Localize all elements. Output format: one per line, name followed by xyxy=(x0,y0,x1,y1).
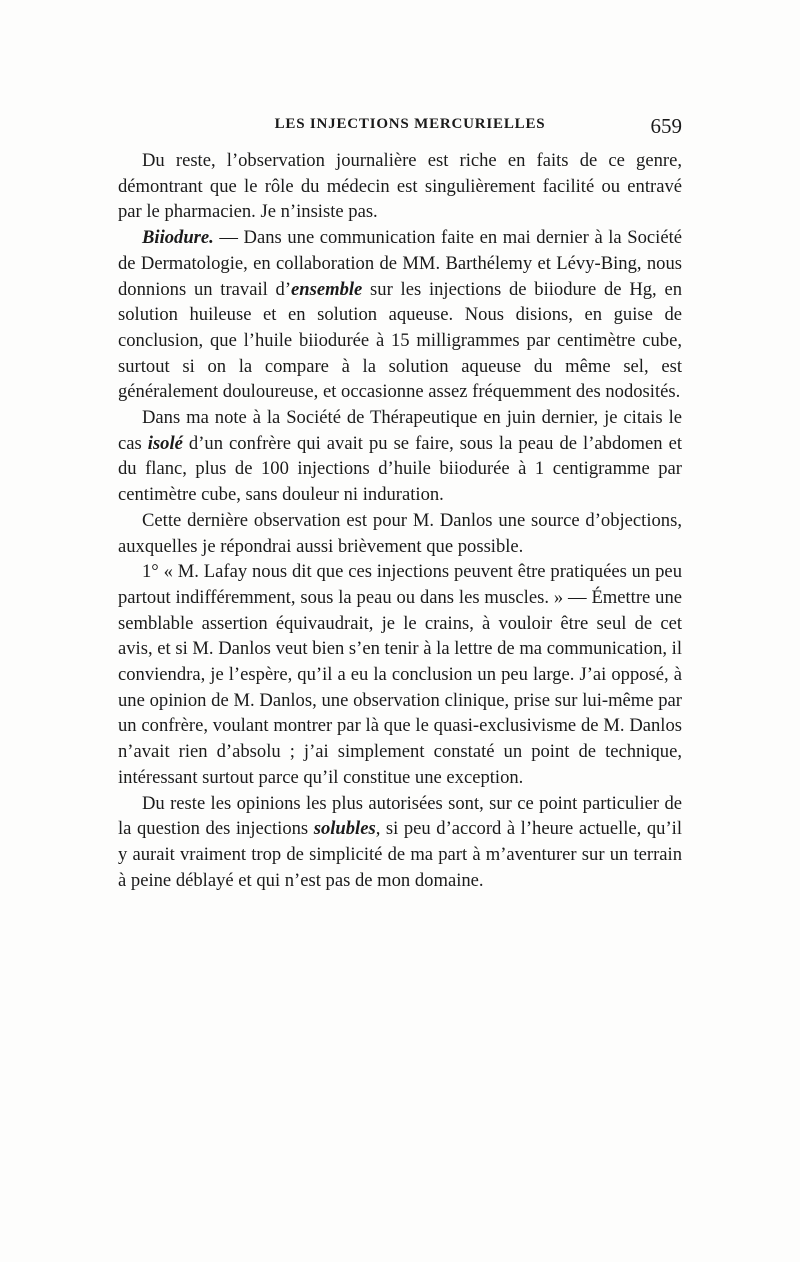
page-header xyxy=(138,116,682,138)
paragraph-6 xyxy=(118,791,682,894)
body-text xyxy=(118,148,682,893)
paragraph-6-text-a: Du reste les opinions les plus autorisées sont, sur ce point particulier de la question des injections xyxy=(118,792,682,840)
paragraph-5 xyxy=(118,559,682,790)
paragraph-4-text: Cette dernière observation est pour M. Danlos une source d’objections, auxquelles je répondrai aussi brièvement que possible. xyxy=(118,509,682,557)
paragraph-3-text-a: Dans ma note à la Société de Thérapeutique en juin dernier, je citais le cas xyxy=(118,407,682,454)
paragraph-4 xyxy=(118,508,682,559)
paragraph-5-text: 1° « M. Lafay nous dit que ces injections peuvent être pratiquées un peu partout indifféremment, sous la peau ou dans les muscles. » — Émettre une semblable assertion équivaudrait, je le crains, à vouloir être seul de cet avis, et si M. Danlos veut bien s’en tenir à la lettre de ma communication, il conviendra, je l’espère, qu’il a eu la conclusion un peu large. J’ai opposé, à une opinion de M. Danlos, une observation clinique, prise sur lui-même par un confrère, voulant montrer par là que le quasi-exclusivisme de M. Danlos n’avait rien d’absolu ; j’ai simplement constaté un point de technique, intéressant surtout parce qu’il constitue une exception. xyxy=(118,561,682,788)
paragraph-2-text-a: — Dans une communication faite en mai dernier à la Société de Dermatologie, en collaboration de MM. Barthélemy et Lévy-Bing, nous donnions un travail d’ xyxy=(118,227,682,300)
running-title: LES INJECTIONS MERCURIELLES xyxy=(274,116,546,132)
emphasis-solubles: solubles xyxy=(313,818,376,840)
paragraph-3 xyxy=(118,405,682,508)
paragraph-1 xyxy=(118,148,682,225)
emphasis-ensemble: ensemble xyxy=(291,278,363,300)
paragraph-3-text-b: d’un confrère qui avait pu se faire, sous la peau de l’abdomen et du flanc, plus de 100 injections d’huile biiodurée à 1 centigramme par centimètre cube, sans douleur ni induration. xyxy=(118,432,683,506)
emphasis-isole: isolé xyxy=(147,432,183,454)
paragraph-2 xyxy=(118,225,682,405)
paragraph-2-text-b: sur les injections de biiodure de Hg, en solution huileuse et en solution aqueuse. Nous disions, en guise de conclusion, que l’huile biiodurée à 15 milligrammes par centimètre cube, surtout si on la compare à la solution aqueuse du même sel, est généralement douloureuse, et occasionne assez fréquemment des nodosités. xyxy=(118,278,682,403)
page-number: 659 xyxy=(650,114,682,138)
paragraph-6-text-b: , si peu d’accord à l’heure actuelle, qu’il y aurait vraiment trop de simplicité de ma part à m’aventurer sur un terrain à peine déblayé et qui n’est pas de mon domaine. xyxy=(118,818,682,891)
section-heading-biiodure: Biiodure. xyxy=(142,227,214,249)
paragraph-1-text: Du reste, l’observation journalière est riche en faits de ce genre, démontrant que le rôle du médecin est singulièrement facilité ou entravé par le pharmacien. Je n’insiste pas. xyxy=(118,150,682,223)
